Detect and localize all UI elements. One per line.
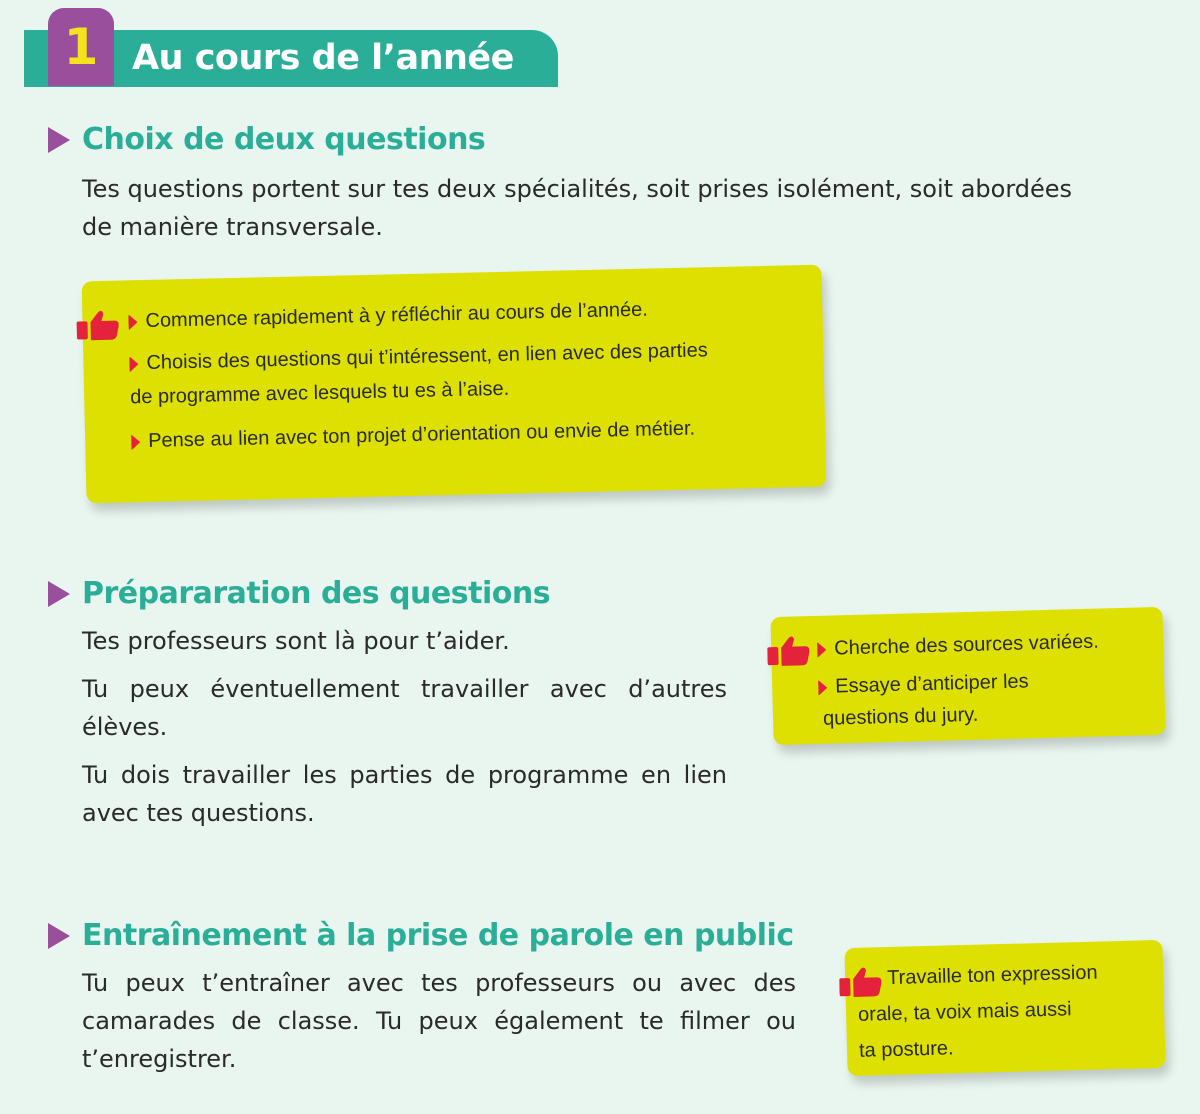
tip-item: Commence rapidement à y réfléchir au cours de l’année.	[128, 299, 648, 334]
tip-item-continued: questions du jury.	[822, 703, 979, 730]
subsection-title: Prépararation des questions	[82, 576, 551, 611]
tip-note-1	[82, 265, 827, 504]
triangle-bullet-icon	[129, 356, 138, 372]
tip-item: Pense au lien avec ton projet d’orientation ou envie de métier.	[131, 418, 695, 454]
heading-arrow-icon	[48, 127, 70, 153]
paragraph: Tes professeurs sont là pour t’aider.	[82, 627, 510, 655]
tip-item-continued: ta posture.	[858, 1037, 954, 1062]
paragraph: de manière transversale.	[82, 213, 383, 241]
tip-note-3	[844, 940, 1165, 1076]
thumbs-up-icon	[839, 965, 886, 998]
section-number: 1	[63, 18, 99, 76]
section-title: Au cours de l’année	[132, 38, 514, 78]
tip-note-2	[770, 607, 1165, 745]
subsection-heading-1	[48, 122, 485, 157]
paragraph: Tu peux t’entraîner avec tes professeurs ou avec des camarades de classe. Tu peux également te filmer ou t’enregistrer.	[82, 969, 796, 1073]
subsection-2-text	[82, 622, 727, 832]
paragraph: Tu peux éventuellement travailler avec d’autres élèves.	[82, 675, 727, 741]
thumbs-up-icon	[76, 309, 123, 342]
tip-item: Essaye d’anticiper les	[818, 670, 1029, 699]
tip-item-continued: orale, ta voix mais aussi	[857, 998, 1072, 1026]
paragraph: Tu dois travailler les parties de programme en lien avec tes questions.	[82, 761, 727, 827]
triangle-bullet-icon	[817, 641, 826, 657]
heading-arrow-icon	[48, 923, 70, 949]
tip-item: Travaille ton expression	[886, 961, 1098, 990]
tip-item: Cherche des sources variées.	[817, 631, 1099, 661]
subsection-title: Entraînement à la prise de parole en public	[82, 918, 794, 953]
subsection-1-text	[82, 170, 1172, 246]
heading-arrow-icon	[48, 581, 70, 607]
subsection-heading-2	[48, 576, 550, 611]
tip-item-continued: de programme avec lesquels tu es à l’aise.	[129, 377, 510, 409]
triangle-bullet-icon	[128, 314, 137, 330]
subsection-title: Choix de deux questions	[82, 122, 486, 157]
triangle-bullet-icon	[131, 434, 140, 450]
tip-item: Choisis des questions qui t’intéressent, en lien avec des parties	[129, 339, 708, 375]
paragraph: Tes questions portent sur tes deux spécialités, soit prises isolément, soit abordées	[82, 175, 1073, 203]
thumbs-up-icon	[767, 634, 814, 667]
subsection-3-text	[82, 964, 796, 1078]
subsection-heading-3	[48, 918, 794, 953]
triangle-bullet-icon	[818, 679, 827, 695]
